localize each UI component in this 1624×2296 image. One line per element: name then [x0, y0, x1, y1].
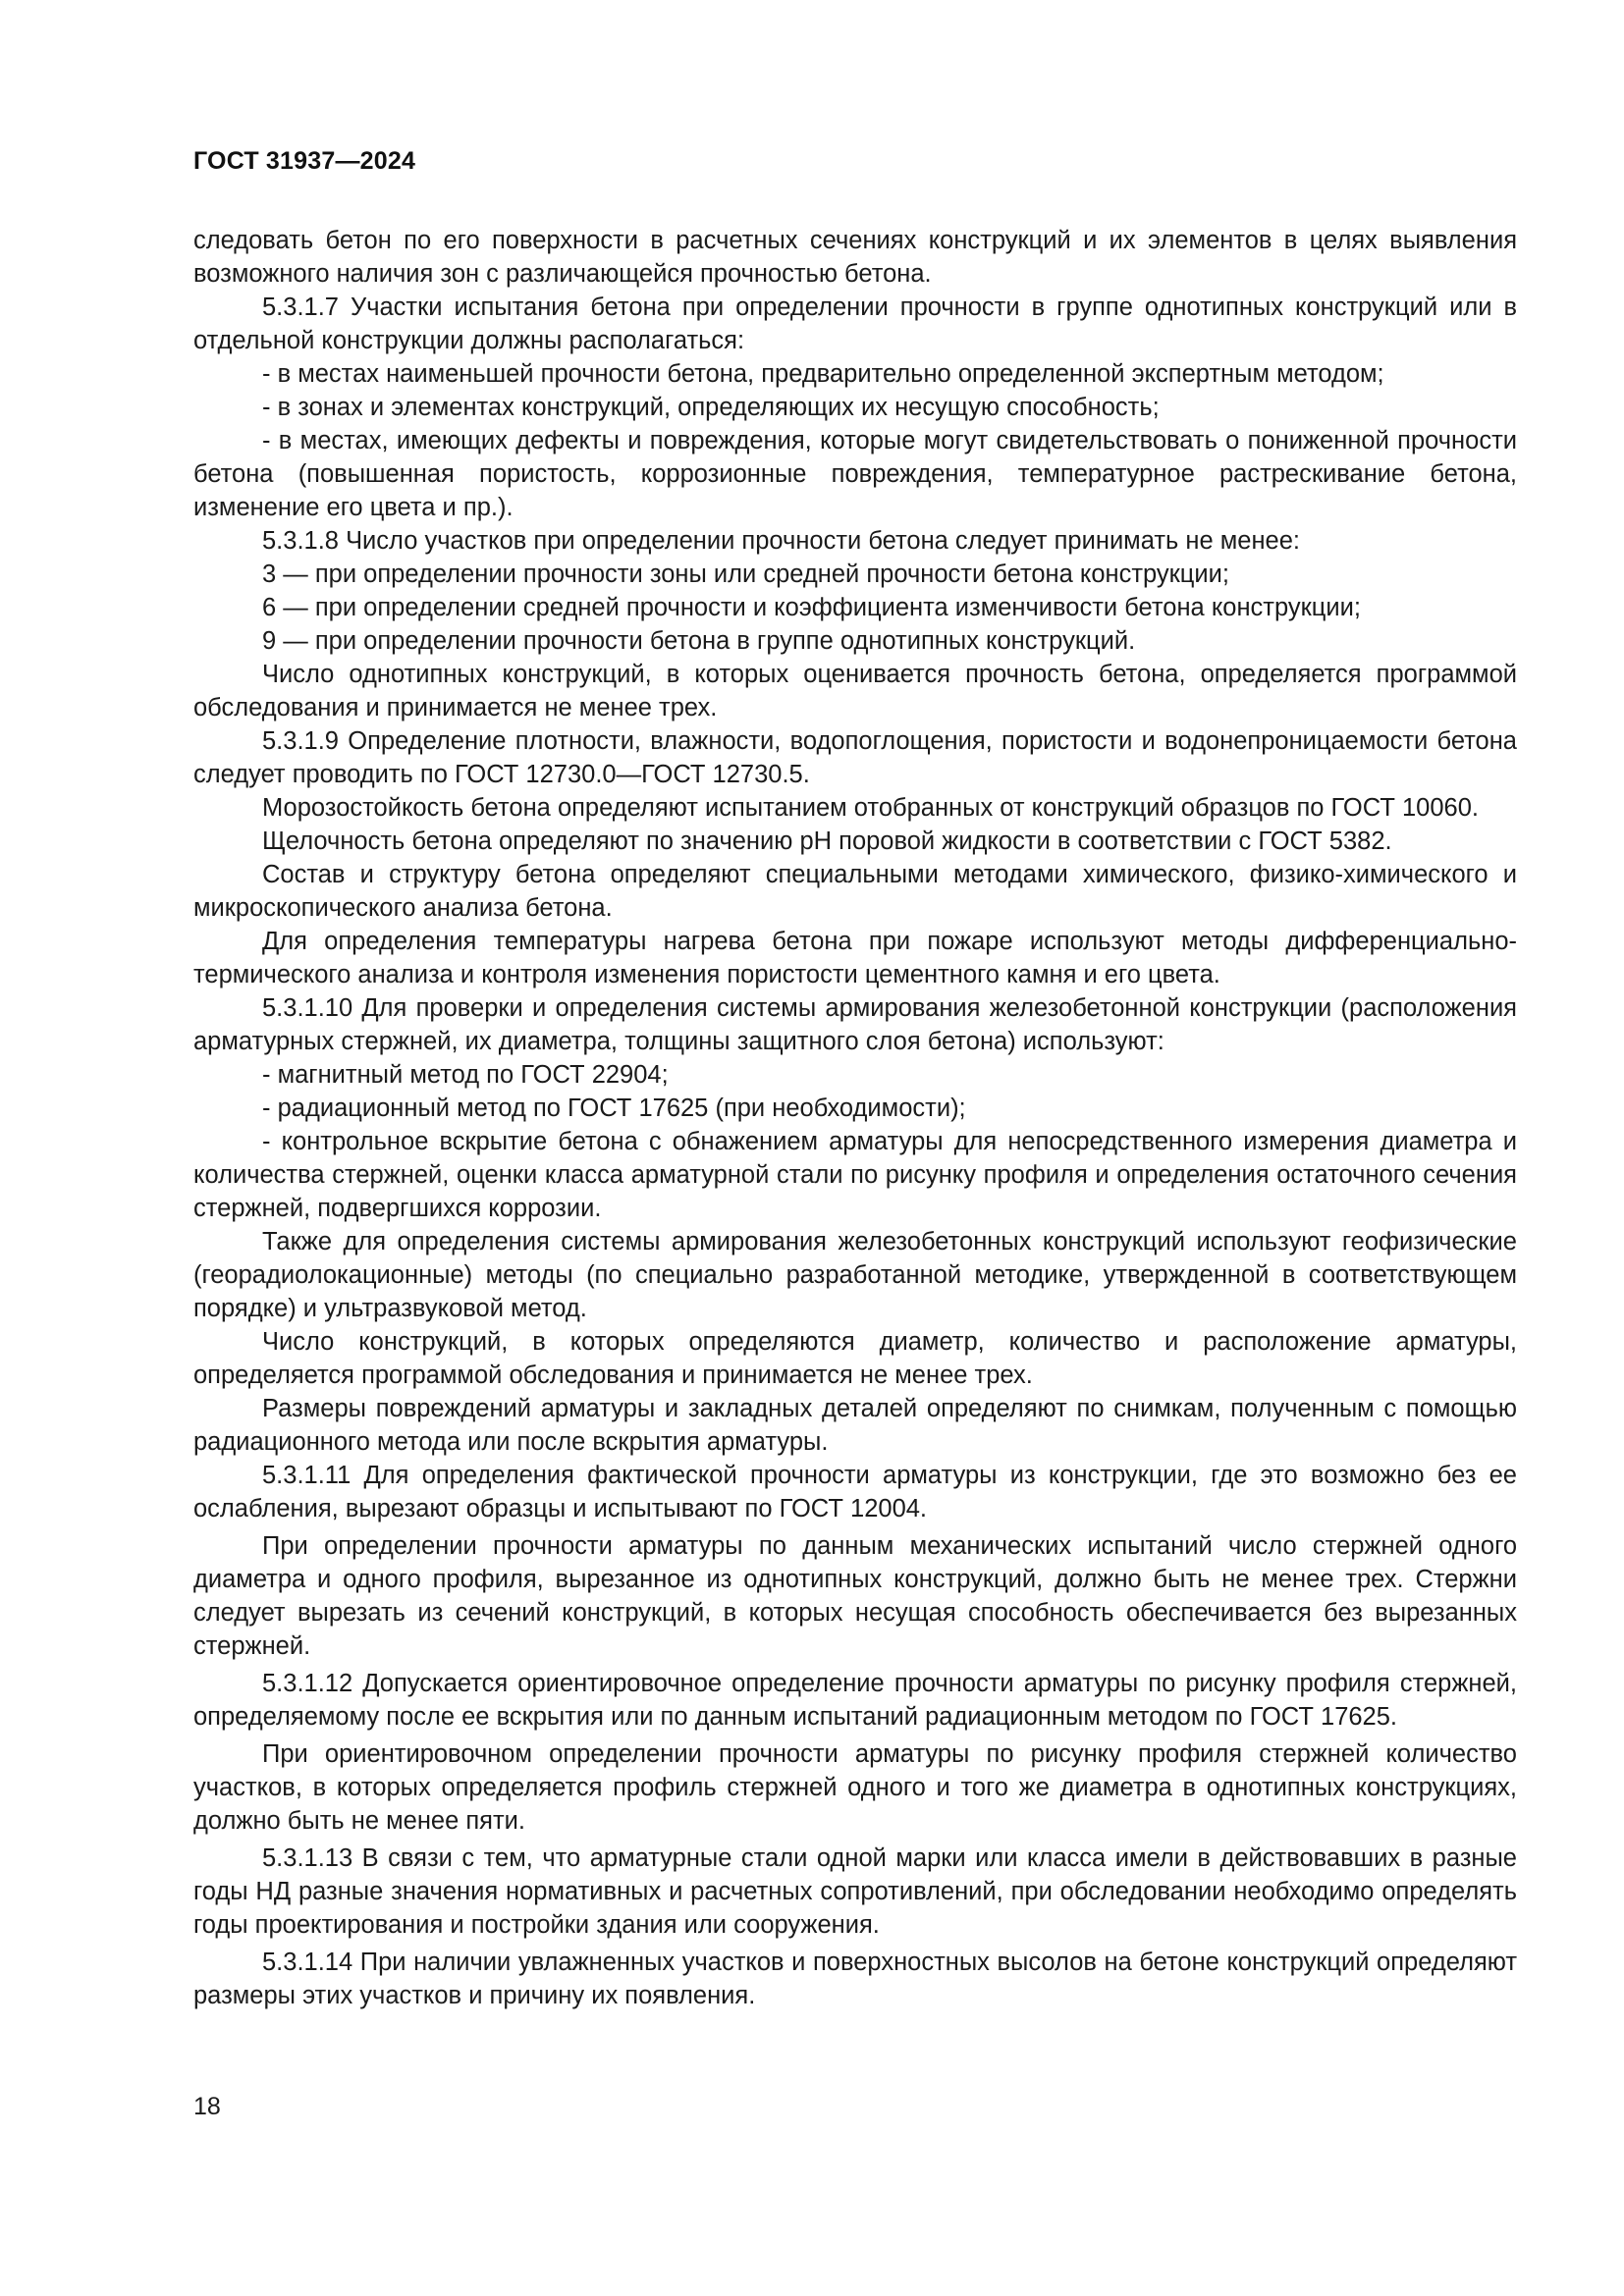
- list-item: - в местах, имеющих дефекты и повреждения, которые могут свидетельствовать о пониженной прочности бетона (повышенная пористость, коррозионные повреждения, температурное растрескивание бетона, изменение его цвета и пр.).: [193, 427, 1517, 521]
- paragraph: 5.3.1.14 При наличии увлажненных участков и поверхностных высолов на бетоне конструкций определяют размеры этих участков и причину их появления.: [193, 1949, 1517, 2009]
- paragraph: Размеры повреждений арматуры и закладных деталей определяют по снимкам, полученным с помощью радиационного метода или после вскрытия арматуры.: [193, 1395, 1517, 1456]
- paragraph: Состав и структуру бетона определяют специальными методами химического, физико-химического и микроскопического анализа бетона.: [193, 861, 1517, 922]
- paragraph: Для определения температуры нагрева бетона при пожаре используют методы дифференциально-термического анализа и контроля изменения пористости цементного камня и его цвета.: [193, 928, 1517, 988]
- paragraph: Число однотипных конструкций, в которых оценивается прочность бетона, определяется программой обследования и принимается не менее трех.: [193, 661, 1517, 721]
- paragraph: При ориентировочном определении прочности арматуры по рисунку профиля стержней количество участков, в которых определяется профиль стержней одного и того же диаметра в однотипных конструкциях, должно быть не менее пяти.: [193, 1740, 1517, 1835]
- list-item: 3 — при определении прочности зоны или средней прочности бетона конструкции;: [262, 561, 1229, 588]
- list-item: - радиационный метод по ГОСТ 17625 (при необходимости);: [262, 1095, 966, 1122]
- list-item: - в местах наименьшей прочности бетона, предварительно определенной экспертным методом;: [262, 360, 1384, 388]
- paragraph: 5.3.1.12 Допускается ориентировочное определение прочности арматуры по рисунку профиля стержней, определяемому после ее вскрытия или по данным испытаний радиационным методом по ГОСТ 17625.: [193, 1670, 1517, 1731]
- list-item: 6 — при определении средней прочности и коэффициента изменчивости бетона конструкции;: [262, 594, 1361, 621]
- list-item: - контрольное вскрытие бетона с обнажением арматуры для непосредственного измерения диаметра и количества стержней, оценки класса арматурной стали по рисунку профиля и определения остаточного сечения стержней, подвергшихся коррозии.: [193, 1128, 1517, 1222]
- paragraph: Число конструкций, в которых определяются диаметр, количество и расположение арматуры, определяется программой обследования и принимается не менее трех.: [193, 1328, 1517, 1389]
- paragraph: 5.3.1.13 В связи с тем, что арматурные стали одной марки или класса имели в действовавших в разные годы НД разные значения нормативных и расчетных сопротивлений, при обследовании необходимо определять годы проектирования и постройки здания или сооружения.: [193, 1844, 1517, 1939]
- page-number: 18: [193, 2093, 221, 2120]
- document-header: ГОСТ 31937—2024: [193, 147, 416, 175]
- paragraph: Морозостойкость бетона определяют испытанием отобранных от конструкций образцов по ГОСТ 10060.: [262, 794, 1479, 822]
- paragraph: следовать бетон по его поверхности в расчетных сечениях конструкций и их элементов в целях выявления возможного наличия зон с различающейся прочностью бетона.: [193, 227, 1517, 288]
- list-item: - магнитный метод по ГОСТ 22904;: [262, 1061, 669, 1089]
- paragraph: 5.3.1.9 Определение плотности, влажности, водопоглощения, пористости и водонепроницаемости бетона следует проводить по ГОСТ 12730.0—ГОСТ 12730.5.: [193, 727, 1517, 788]
- paragraph: 5.3.1.10 Для проверки и определения системы армирования железобетонной конструкции (расположения арматурных стержней, их диаметра, толщины защитного слоя бетона) используют:: [193, 994, 1517, 1055]
- list-item: - в зонах и элементах конструкций, определяющих их несущую способность;: [262, 394, 1160, 421]
- paragraph: При определении прочности арматуры по данным механических испытаний число стержней одного диаметра и одного профиля, вырезанное из однотипных конструкций, должно быть не менее трех. Стержни следует вырезать из сечений конструкций, в которых несущая способность обеспечивается без вырезанных стержней.: [193, 1532, 1517, 1660]
- paragraph: 5.3.1.8 Число участков при определении прочности бетона следует принимать не менее:: [262, 527, 1300, 555]
- paragraph: Также для определения системы армирования железобетонных конструкций используют геофизические (георадиолокационные) методы (по специально разработанной методике, утвержденной в соответствующем порядке) и ультразвуковой метод.: [193, 1228, 1517, 1322]
- paragraph: Щелочность бетона определяют по значению рН поровой жидкости в соответствии с ГОСТ 5382.: [262, 828, 1392, 855]
- paragraph: 5.3.1.11 Для определения фактической прочности арматуры из конструкции, где это возможно без ее ослабления, вырезают образцы и испытывают по ГОСТ 12004.: [193, 1462, 1517, 1522]
- list-item: 9 — при определении прочности бетона в группе однотипных конструкций.: [262, 627, 1136, 655]
- paragraph: 5.3.1.7 Участки испытания бетона при определении прочности в группе однотипных конструкций или в отдельной конструкции должны располагаться:: [193, 294, 1517, 354]
- document-body: [193, 224, 1517, 2012]
